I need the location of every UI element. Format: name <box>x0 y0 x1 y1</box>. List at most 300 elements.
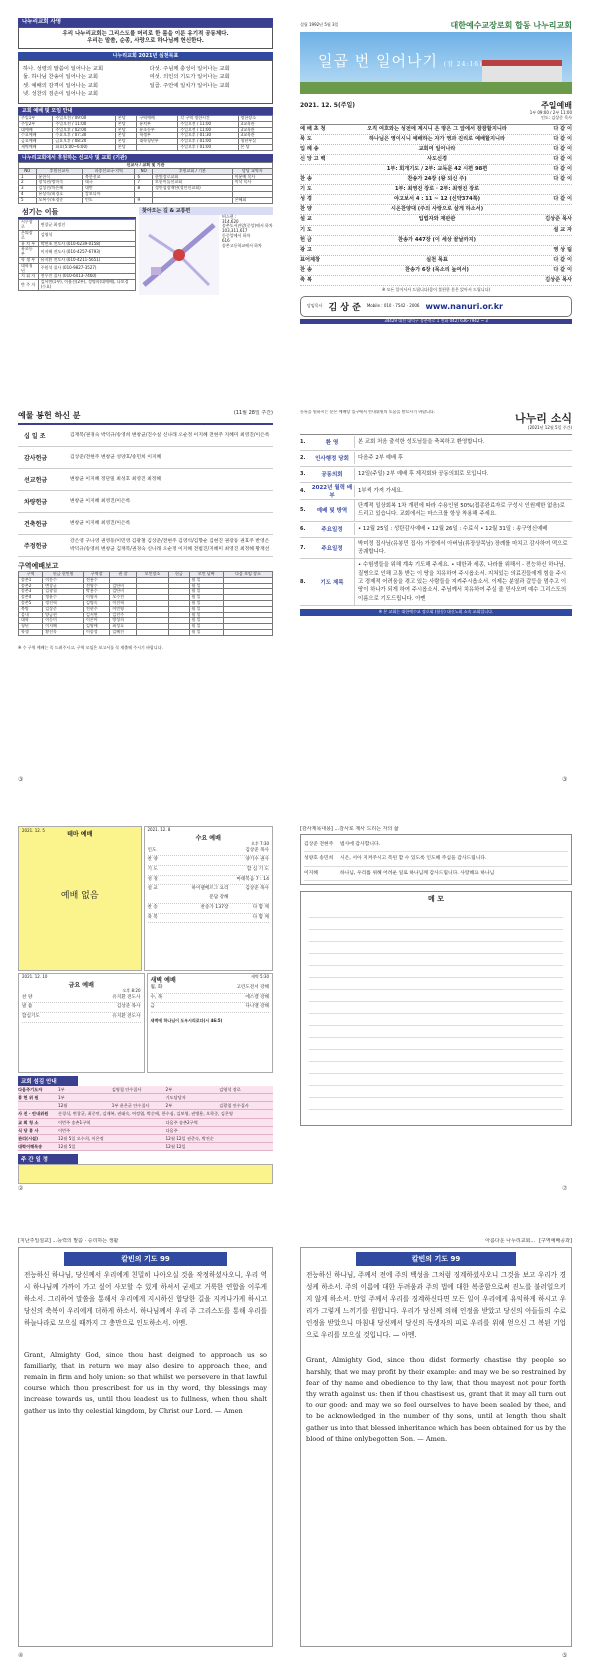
table-row <box>19 230 136 241</box>
order-label: 기 도 <box>300 226 312 233</box>
news-item <box>300 559 572 606</box>
offering-type: 감사헌금 <box>24 455 48 462</box>
order-content <box>352 246 522 255</box>
order-leader: 김상준 목사 <box>545 277 572 283</box>
district-cell: 김진주 <box>110 612 136 618</box>
worship-cell: 구역예배 <box>137 116 178 122</box>
news-item <box>300 522 572 538</box>
thanks-text: 시온, 서아 지켜주시고 복된 할 수 있도록 인도해 주심을 감사드립니다. <box>340 856 487 862</box>
offering-week: (11월 28일 주간) <box>233 410 273 416</box>
prayer-title-2: 칼빈의 기도 99 <box>356 1252 516 1266</box>
worship-cell: 본당 <box>115 127 136 133</box>
worship-table <box>18 115 273 151</box>
guide-cell: 사 진 · 안내위원 <box>18 1111 49 1117</box>
page-1 <box>18 18 273 374</box>
pastor-mobile: Mobile : 010 · 7542 · 2006 <box>366 302 420 308</box>
mission-cell: 이삭 목사 <box>232 180 272 186</box>
guide-table <box>18 1086 273 1151</box>
pastor-label: 담임목사 <box>307 302 323 308</box>
wednesday-row-cell: 다 함 께 <box>252 904 269 910</box>
page-number: ③ <box>562 776 568 783</box>
district-cell: 월 일 <box>189 600 224 606</box>
order-row <box>300 135 572 145</box>
worship-cell: 대학청년부 <box>137 139 178 145</box>
news-title: 나누리 소식 <box>515 412 572 425</box>
guide-cell: 12월 5일 <box>58 1143 76 1149</box>
mission-cell: 한빛장로교회 <box>153 174 233 180</box>
order-leader: 다 같 이 <box>553 125 572 132</box>
staff-table <box>18 219 136 290</box>
page-number: ④ <box>18 1652 24 1659</box>
wednesday-title: 수요 예배 <box>195 834 221 842</box>
worship-cell: 금요예배 <box>19 139 53 145</box>
order-leader: 김상준 목사 <box>545 216 572 223</box>
memo-line <box>309 1014 563 1026</box>
district-cell: 방성희 <box>110 618 136 624</box>
wednesday-row-cell: 인도 <box>147 847 157 853</box>
worship-cell: 주일오후 / 02:00 <box>53 127 116 133</box>
worship-cell: 3교육관 <box>238 127 272 133</box>
district-cell: 김단비 <box>110 589 136 595</box>
table-row <box>19 629 273 635</box>
friday-box <box>18 973 145 1073</box>
wednesday-row-cell: 찬 양 <box>147 857 158 863</box>
district-cell: 황선욱 <box>43 629 84 635</box>
order-label: 입 례 송 <box>300 145 319 152</box>
worship-cell: 유초등부 <box>137 127 178 133</box>
district-cell: 이동미 <box>43 618 84 624</box>
page-5 <box>18 826 273 1186</box>
offering-row <box>18 513 273 535</box>
cover-hero <box>300 32 572 94</box>
page-number: ② <box>18 1185 24 1192</box>
order-leader <box>522 236 572 245</box>
staff-cell: 유초등부 <box>19 247 39 258</box>
order-label: 헌 금 <box>300 236 312 243</box>
offering-names: 변창균 이지혜 최영진/이은록 <box>70 498 131 504</box>
dawn-row-cell: 에스겔 강해 <box>245 994 269 1000</box>
district-cell: 김영애 <box>83 624 109 630</box>
order-content: 실천 목표 <box>426 256 448 263</box>
order-label: 찬 양 <box>300 206 312 213</box>
wednesday-row <box>148 847 270 857</box>
schedule-title: 주 간 일 정 <box>18 1154 78 1164</box>
guide-cell: 김영철 안수집사 <box>111 1087 142 1092</box>
guide-row <box>18 1094 273 1102</box>
dawn-row <box>151 1003 270 1013</box>
hero-title: 일곱 번 일어나기 <box>318 52 438 70</box>
wednesday-row-cell: 김상준 목사 <box>245 847 269 853</box>
thanks-row <box>304 852 568 866</box>
district-cell: 김단비 <box>110 583 136 589</box>
staff-header: 섬기는 이들 <box>18 207 136 220</box>
district-cell: 월 일 <box>189 589 224 595</box>
order-row <box>300 246 572 256</box>
news-number: 1. <box>300 439 306 446</box>
guide-row <box>18 1086 273 1094</box>
wednesday-row <box>148 885 270 903</box>
order-row <box>300 276 572 286</box>
mission-cell: 8 <box>135 186 153 192</box>
worship-cell: 학생부 <box>137 133 178 139</box>
district-cell: 월 일 <box>189 583 224 589</box>
order-row <box>300 256 572 266</box>
staff-cell: 시무장로 <box>19 220 39 231</box>
guide-cell: 12월 <box>58 1103 68 1109</box>
order-label: 표어제창 <box>300 256 321 263</box>
news-item <box>300 435 572 451</box>
news-label: 공동의회 <box>321 472 343 479</box>
mission-cell: 윤한식 <box>36 174 83 180</box>
wednesday-row <box>148 866 270 876</box>
worship-cell: 수요오후 / 07:30 <box>53 133 116 139</box>
church-name: 대한예수교장로회 합동 나누리교회 <box>450 20 572 30</box>
district-footnote: ※ 수 구역 예배는 꼭 드려주시고, 구역 모임은 보고서를 꼭 제출해 주시기 바랍니다. <box>18 644 163 650</box>
table-row <box>19 280 136 291</box>
wednesday-row-cell: 하이델베르그 요리문답 강해 <box>191 886 229 901</box>
order-row <box>300 185 572 195</box>
order-row <box>300 226 572 236</box>
order-row <box>300 236 572 246</box>
wednesday-row <box>148 876 270 886</box>
district-cell <box>224 629 273 635</box>
news-body: • 수험생들을 위해 계속 기도해 주세요. • 대한과 세종, 나라를 위해서 - 전능하신 하나님, 질병으로 인해 고통 받는 이 땅을 치유하여 주시옵소서. 지쳐있는 의료진들에게 힘을 주시고 경제적 어려움을 겪고 있는 사람들을 지켜주시옵소서. 이제는 분열과 갈등을 멈추고 이 땅이 하나가 되게 하여 주시옵소서. 주님께서 치유하여 주실 줄 믿사오며 예수 그리스도의 이름으로 기도드립니다. 아멘 <box>354 559 572 605</box>
wednesday-row-cell: 김상준 목사 <box>245 886 269 892</box>
memo-line <box>309 954 563 966</box>
district-cell: 이지혜 <box>43 624 84 630</box>
memo-line <box>309 966 563 978</box>
wednesday-row-cell: 설 교 <box>147 886 158 892</box>
mission-cell: 성안섬장재단(성안선교회) <box>153 186 233 192</box>
guide-cell: 2부 <box>165 1103 173 1109</box>
worship-cell: 주일오전 / 11:00 <box>53 121 116 127</box>
news-item <box>300 500 572 522</box>
news-number: 3. <box>300 471 306 478</box>
thanks-name: 성양호 송민희 <box>304 856 334 862</box>
district-cell: 김상준 <box>43 606 84 612</box>
page-number: ⑦ <box>562 1185 568 1192</box>
order-leader: 다 같 이 <box>553 145 572 152</box>
guide-row <box>18 1143 273 1151</box>
mission-cell <box>153 197 233 203</box>
prayer-title: 칼빈의 기도 99 <box>64 1252 227 1266</box>
order-leader: 다 같 이 <box>553 165 572 172</box>
worship-cell: 3교육관 <box>238 121 272 127</box>
dawn-title: 새벽 예배 <box>150 977 176 984</box>
hero-reference: (잠 24:16) <box>443 61 483 68</box>
guide-cell: 12월 12일 <box>165 1143 186 1149</box>
offering-names: 강은영 구나영 권영동/이민영 김광철 김상준/전현주 김영석/김향순 김현진 권장동 권효주 반영은 박덕규/송영희 변창균 김재복/권경숙 신나래 오순정 이지혜 전범진/지혜미 최영진 최정혜 황재선 <box>70 539 270 552</box>
sermon-head: [지난주일설교] ...능력의 말씀 · 승리하는 생활 <box>18 1238 119 1244</box>
worship-cell: 3교육관 <box>238 133 272 139</box>
prayer-box-2 <box>300 1247 572 1647</box>
wednesday-row-cell: 양기수 권사 <box>245 857 269 863</box>
staff-cell: 김서연(1부), 이율선(2부), 성명희(대예배), 나보경(수요) <box>38 280 135 291</box>
order-leader: 다 같 이 <box>553 155 572 162</box>
news-body: • 12월 25일 : 성탄감사예배 • 12월 26일 : 수료식 • 12월 31일 : 송구영신예배 <box>354 523 572 535</box>
mission-cell: 캄보디아 <box>83 192 135 198</box>
district-cell: 이종성 <box>83 629 109 635</box>
guide-cell: 김영석 장로 <box>219 1087 241 1092</box>
bus-line: 송촌도서관앞(중앙)에서 하차 <box>222 223 273 229</box>
wednesday-row-cell: 성 경 <box>147 876 158 882</box>
district-title: 구역예배보고 <box>18 562 59 570</box>
page-number: ⑤ <box>562 1652 568 1659</box>
order-row <box>300 195 572 205</box>
news-label: 환 영 <box>325 440 339 447</box>
order-leader: 영 상 팀 <box>553 246 572 253</box>
lesson-head-left: 아름다운 나누리교회... <box>485 1238 536 1244</box>
friday-row-cell: 찬 양 <box>22 994 33 1000</box>
order-content: 야고보서 4 : 11 ~ 12 (신약374쪽) <box>394 196 480 203</box>
guide-cell: 1부 윤은균 안수집사 <box>111 1103 150 1109</box>
thanks-row <box>304 838 568 852</box>
memo-line <box>309 906 563 918</box>
guide-cell: 이번주 <box>58 1127 71 1133</box>
news-number: 7. <box>300 544 306 551</box>
order-row <box>300 266 572 276</box>
mission-cell: 유상숙/최경호 <box>36 192 83 198</box>
guide-row <box>18 1127 273 1135</box>
service-leader: 인도: 김상준 목사 <box>541 114 572 120</box>
district-cell: 송촌1 <box>19 577 43 583</box>
worship-cell: 금요오후 / 08:20 <box>53 139 116 145</box>
worship-cell: 본당 <box>115 133 136 139</box>
theme-title: 테마 예배 <box>67 831 93 838</box>
district-cell: 이진혁 <box>110 600 136 606</box>
guide-cell: 기도담당자 <box>165 1095 186 1101</box>
order-label: 설 교 <box>300 216 312 223</box>
guide-cell: 2부 <box>165 1087 173 1092</box>
memo-line <box>309 930 563 942</box>
news-item <box>300 467 572 483</box>
guide-cell: 다음주 송촌2구역 <box>165 1119 198 1125</box>
theme-date: 2021. 12. 5 <box>22 828 45 833</box>
worship-cell: 본당 <box>115 144 136 150</box>
district-cell: 전용수 <box>83 577 109 583</box>
district-cell: 이은아 <box>83 618 109 624</box>
friday-row-cell: 유지환 전도사 <box>112 994 141 1000</box>
worship-cell: 정한장소 <box>238 116 272 122</box>
mission-head-cell: NO <box>19 168 37 174</box>
district-cell: 송촌2 <box>19 583 43 589</box>
memo-line <box>309 978 563 990</box>
mission-cell: 은혜회 <box>232 197 272 203</box>
order-content: 찬송가 447장 (이 세상 끝날까지) <box>398 236 476 243</box>
friday-title: 금요 예배 <box>68 981 94 989</box>
website-link[interactable]: www.nanuri.or.kr <box>425 301 503 311</box>
order-row <box>300 165 572 175</box>
bus-line: 314,620 <box>222 218 239 224</box>
staff-cell: 전우진 집사 (010-6413-7460) <box>38 274 135 280</box>
worship-cell <box>137 144 178 150</box>
wednesday-row-cell <box>188 914 229 923</box>
district-head-cell: 구역장 <box>83 572 109 578</box>
thanks-row <box>304 867 568 881</box>
memo-box <box>300 891 572 1126</box>
friday-row <box>22 1003 141 1013</box>
order-content <box>352 226 522 235</box>
district-head-cell: 권 찰 <box>110 572 136 578</box>
district-cell <box>136 629 169 635</box>
service-times: 1부 09:00 / 2부 11:00 <box>529 110 572 115</box>
wednesday-row-cell: 찬 송 <box>147 904 158 910</box>
wednesday-box <box>144 826 274 971</box>
mission-cell: 7 <box>135 180 153 186</box>
order-content: 교회여 일어나라 <box>418 145 456 152</box>
dawn-row-cell: 금 <box>150 1004 155 1010</box>
worship-cell: 주일오후 / 01:00 <box>178 144 238 150</box>
order-leader: 다 같 이 <box>553 176 572 183</box>
order-content: 오직 여호와는 성전에 계시니 온 땅은 그 앞에서 잠잠할지니라 <box>367 125 507 132</box>
page-7 <box>18 1238 273 1650</box>
order-row <box>300 215 572 225</box>
mission-cell: 2 <box>19 180 37 186</box>
prayer-box <box>18 1247 273 1647</box>
district-cell: 송촌4 <box>19 595 43 601</box>
page-3 <box>18 410 273 775</box>
order-label: 묵 도 <box>300 135 312 142</box>
staff-cell: 김영석 <box>38 230 135 241</box>
staff-cell: 유 치 부 <box>19 241 39 247</box>
district-cell: 이영자 <box>83 595 109 601</box>
district-cell: 최성호 <box>110 624 136 630</box>
order-label: 축 복 <box>300 277 312 283</box>
established-date: 설립 1992년 5월 3일 <box>300 21 339 27</box>
wednesday-row <box>148 856 270 866</box>
memo-line <box>309 1038 563 1050</box>
memo-line <box>309 1026 563 1038</box>
memo-line <box>309 1074 563 1086</box>
order-row <box>300 155 572 165</box>
order-leader: 다 같 이 <box>553 266 572 273</box>
district-cell: 청년 <box>19 624 43 630</box>
theme-worship-box <box>18 826 142 971</box>
worship-cell: 유치부 <box>137 121 178 127</box>
guide-row <box>18 1119 273 1127</box>
news-number: 2. <box>300 455 306 462</box>
offering-row <box>18 447 273 469</box>
staff-cell: 지 휘 자 <box>19 274 39 280</box>
mission-cell: 1 <box>19 174 37 180</box>
dawn-row <box>151 994 270 1004</box>
mission-cell: 대만 <box>83 186 135 192</box>
guide-cell: 12월 12일 권준숙, 박진순 <box>165 1135 214 1141</box>
friday-row-cell: 김상준 목사 <box>116 1004 141 1010</box>
map-header: 찾아오는 길 & 교통편 <box>139 207 273 215</box>
order-content: 1부: 회개기도 / 2부: 교독문 42 시편 98편 <box>386 165 488 172</box>
district-cell: 김명숙 <box>83 600 109 606</box>
district-cell <box>169 629 189 635</box>
district-cell: 전현주 <box>83 606 109 612</box>
mission-head-cell: 후원교회 / 기관 <box>153 168 233 174</box>
district-head-cell: 모인장소 <box>136 572 169 578</box>
memo-line <box>309 1062 563 1074</box>
guide-cell: 1부 <box>58 1095 65 1101</box>
thanks-list <box>300 834 572 885</box>
district-cell: 송촌5 <box>19 600 43 606</box>
pastor-bar <box>300 296 572 317</box>
worship-cell: 주일오후 / 01:30 <box>178 133 238 139</box>
offering-title: 예물 봉헌 하신 분 <box>18 411 81 420</box>
friday-row-cell: 말 씀 <box>22 1004 33 1010</box>
order-row <box>300 175 572 185</box>
guide-row <box>18 1135 273 1143</box>
wednesday-row <box>148 914 270 924</box>
goal-box: 하나. 성령의 말씀이 일어나는 교회 둘. 하나님 찬송이 일어나는 교회 셋. 예배의 감격이 일어나는 교회 넷. 성찬의 검손이 일어나는 교회 다섯. 주님께 충성이 일어나는 교회 여섯. 의인의 기도가 일어나는 교회 일곱. 주안에 일치가 일어나는 교회 <box>18 60 273 104</box>
offering-row <box>18 425 273 447</box>
district-cell: 학생 <box>19 629 43 635</box>
district-cell: 김서연 <box>83 612 109 618</box>
worship-cell: 수요예배 <box>19 133 53 139</box>
thanks-name: 이지혜 <box>304 870 318 876</box>
page-4 <box>300 410 572 775</box>
thanks-text: 하나님, 우리를 위해 어려운 일로 하나님께 감사드립니다. 사랑해요 하나님 <box>340 870 495 876</box>
news-body: 1부씩 가져 가세요. <box>354 485 572 497</box>
mission-cell: 태국 <box>83 180 135 186</box>
offering-type: 십 일 조 <box>24 433 46 440</box>
worship-cell: 본 당 <box>238 144 272 150</box>
guide-cell: 교 회 청 소 <box>18 1119 39 1125</box>
dawn-row-cell: 다니엘 강해 <box>245 1004 269 1010</box>
mission-cell: 인도 <box>83 197 135 203</box>
bus-line: 송촌고등학교에서 하차 <box>222 242 262 248</box>
order-of-service <box>300 124 572 287</box>
prayer-korean-2: 전능하신 하나님, 주께서 전에 주의 백성을 그처럼 징계하셨사오니 그것을 보고 우리가 경성케 하소서. 주의 이름에 대한 두려움과 주의 법에 대한 복종함으로써 진노를 불러일으키지 않게 하소서. 만일 주께서 우리를 징계하신다면 모든 일이 우리에게 유익하게 하시고 우리가 그렇게 느끼기를 원합니다. 우리가 당신께 의해 인정을 받았고 당신의 아들들의 수로 인정을 받았으니 마침내 당신께서 당신의 독생자의 피로 우리를 위해 얻으신 그 복된 기업으로 우리를 모으실 것입니다. — 아멘. <box>306 1271 566 1339</box>
order-label: 찬 송 <box>300 176 312 183</box>
order-leader: 설 교 자 <box>553 226 572 233</box>
memo-line <box>309 918 563 930</box>
dawn-row-cell: 고린도전서 강해 <box>236 985 269 990</box>
news-label: 2022년 월력 배부 <box>311 484 353 499</box>
district-cell: 월 일 <box>189 629 224 635</box>
news-number: 8. <box>300 579 306 586</box>
guide-cell: 12월 5일 오수희, 이은정 <box>58 1135 104 1141</box>
prayer-english: Grant, Almighty God, since thou hast deigned to approach us so familiarly, that in return we may also desire to approach thee, and remain in firm and holy union: so that whilst we persevere in that lawful course which thou prescribest for us in thy word, thy blessings may increase towards us, until thou leadest us to fullness, when thou shalt gather us into thy celestial kingdom, by Christ our Lord. — Amen <box>24 1350 267 1415</box>
guide-cell: 이번주 송촌1구역 <box>58 1119 91 1125</box>
order-content: 사도신경 <box>426 155 448 162</box>
friday-row-cell: 합심기도 <box>22 1014 40 1020</box>
worship-cell: 본당 <box>115 139 136 145</box>
worship-cell: 새벽예배 <box>19 144 53 150</box>
order-label: 기 도 <box>300 186 312 193</box>
order-label: 찬 송 <box>300 266 312 273</box>
district-cell: 월 일 <box>189 612 224 618</box>
mission-head-cell: 후원선교사 <box>36 168 83 174</box>
order-row <box>300 205 572 215</box>
page-8 <box>300 1238 572 1650</box>
district-cell: 송촌3 <box>19 589 43 595</box>
order-leader <box>522 205 572 214</box>
prayer-english-2: Grant, Almighty God, since thou didst formerly chastise thy people so harshly, that we may profit by their example: and may we be so restrained by fear of thy name and obedience to thy law, that thou mayest not pour forth thy wrath against us: then if thou chastisest us, grant that it may all turn out to our good: and may we so feel ourselves to have been sealed by thee, and to be acknowledged in the number of thy sons, until at length thou shalt gather us into that blessed inheritance which has been obtained for us by the blood of thine onlybegotten Son. — Amen. <box>306 1356 566 1443</box>
district-cell: 월 일 <box>189 606 224 612</box>
staff-cell: 대학청년 <box>19 263 39 274</box>
mission-cell: 북한선교 <box>83 174 135 180</box>
district-head-cell: 모인 날짜 <box>189 572 224 578</box>
table-row <box>19 220 136 231</box>
dawn-note: 새벽에 하나님이 도우시리로다(시 46:5) <box>150 1018 223 1024</box>
thanks-title: [감사제목내용] ...감사로 제사 드리는 자의 삶 <box>300 826 399 832</box>
wednesday-row-cell: 합 심 기 도 <box>246 867 269 873</box>
wednesday-time: 오후 7:30 <box>251 840 269 846</box>
order-content <box>352 276 522 285</box>
offering-row <box>18 535 273 557</box>
news-label: 인사행정 당회 <box>315 456 349 463</box>
guide-cell: 대학이해독송 <box>18 1143 43 1149</box>
worship-cell: 주일오전 / 09:00 <box>53 116 116 122</box>
district-cell: 월 일 <box>189 624 224 630</box>
order-label <box>300 165 352 174</box>
